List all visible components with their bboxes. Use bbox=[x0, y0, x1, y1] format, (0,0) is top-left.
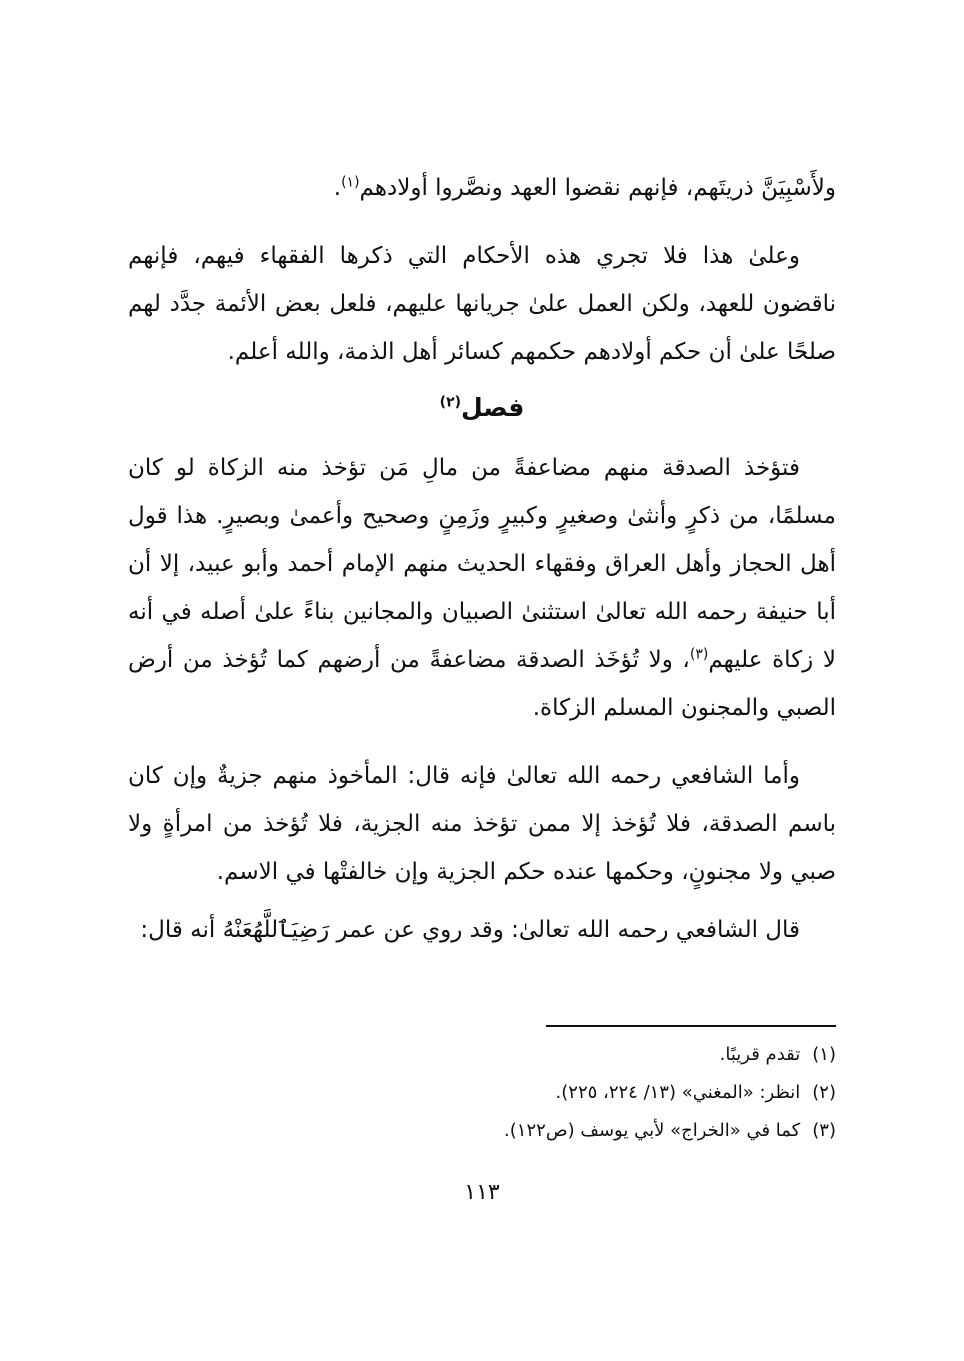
footnote-text: تقدم قريبًا. bbox=[719, 1044, 801, 1065]
paragraph-3-text-b: ، ولا تُؤخَذ الصدقة مضاعفةً من أرضهم كما تُؤخذ من أرض الصبي والمجنون المسلم الزكاة. bbox=[128, 647, 836, 721]
footnote-text: انظر: «المغني» (١٣/ ٢٢٤، ٢٢٥). bbox=[555, 1082, 801, 1103]
paragraph-5: قال الشافعي رحمه الله تعالىٰ: وقد روي عن عمر رَضِيَٱللَّهُعَنْهُ أنه قال: bbox=[140, 917, 800, 943]
footnote-item bbox=[128, 1112, 836, 1150]
footnote-item bbox=[128, 1036, 836, 1074]
footnote-ref-1[interactable]: (١) bbox=[341, 174, 360, 191]
footnotes-list bbox=[128, 1036, 836, 1150]
footnote-ref-3[interactable]: (٣) bbox=[689, 646, 709, 663]
footnote-divider bbox=[546, 1025, 836, 1027]
section-heading bbox=[128, 384, 836, 432]
section-title: فصل bbox=[461, 393, 525, 422]
paragraph-1-text: ولأَسْبِيَنَّ ذريتَهم، فإنهم نقضوا العهد ونصَّروا أولادهم bbox=[359, 175, 836, 201]
paragraph-3-text-a: فتؤخذ الصدقة منهم مضاعفةً من مالِ مَن تؤخذ منه الزكاة لو كان مسلمًا، من ذكرٍ وأنثىٰ وصغيرٍ وكبيرٍ وزَمِنٍ وصحيح وأعمىٰ وبصيرٍ. هذا قول أهل الحجاز وأهل العراق وفقهاء الحديث منهم الإمام أحمد وأبو عبيد، إلا أن أبا حنيفة رحمه الله تعالىٰ استثنىٰ الصبيان والمجانين بناءً علىٰ أصله في أنه لا زكاة عليهم bbox=[128, 455, 836, 673]
footnote-number: (٢) bbox=[812, 1082, 836, 1103]
paragraph-1-tail: . bbox=[333, 175, 342, 201]
footnote-ref-2[interactable]: (٢) bbox=[439, 394, 462, 411]
paragraph-4: وأما الشافعي رحمه الله تعالىٰ فإنه قال: المأخوذ منهم جزيةٌ وإن كان باسم الصدقة، فلا تُؤخذ إلا ممن تؤخذ منه الجزية، فلا تُؤخذ من امرأةٍ ولا صبي ولا مجنونٍ، وحكمها عنده حكم الجزية وإن خالفتْها في الاسم. bbox=[128, 763, 836, 885]
page-number: ١١٣ bbox=[464, 1180, 500, 1205]
paragraph-2: وعلىٰ هذا فلا تجري هذه الأحكام التي ذكرها الفقهاء فيهم، فإنهم ناقضون للعهد، ولكن العمل علىٰ جريانها عليهم، فلعل بعض الأئمة جدَّد لهم صلحًا علىٰ أن حكم أولادهم حكمهم كسائر أهل الذمة، والله أعلم. bbox=[128, 243, 836, 365]
paragraph-3 bbox=[128, 444, 836, 732]
footnote-text: كما في «الخراج» لأبي يوسف (ص١٢٢). bbox=[504, 1120, 801, 1141]
paragraph-1 bbox=[128, 164, 836, 212]
page bbox=[128, 0, 836, 1361]
footnote-number: (١) bbox=[812, 1044, 836, 1065]
footnote-number: (٣) bbox=[812, 1120, 836, 1141]
footnote-item bbox=[128, 1074, 836, 1112]
